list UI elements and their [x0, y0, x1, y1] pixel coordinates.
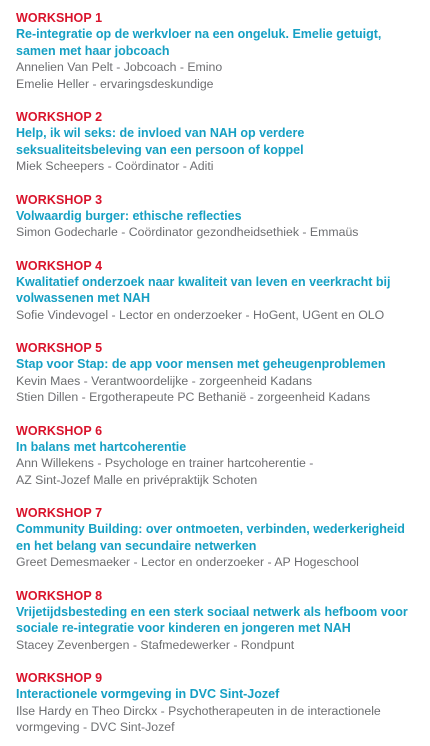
- workshop-speaker-line: Kevin Maes - Verantwoordelijke - zorgeenheid Kadans: [16, 373, 312, 388]
- workshop-speaker-line: Stien Dillen - Ergotherapeute PC Bethanië - zorgeenheid Kadans: [16, 390, 371, 404]
- workshop-label: WORKSHOP 5: [16, 341, 103, 355]
- workshop-speaker-line: Ilse Hardy en Theo Dirckx - Psychotherapeuten in de interactionele: [16, 703, 381, 718]
- workshop-title-line: volwassenen met NAH: [16, 291, 151, 305]
- workshop-title-line: sociale re-integratie voor kinderen en jongeren met NAH: [16, 621, 351, 635]
- workshop-item: [16, 109, 418, 175]
- workshop-title-line: Vrijetijdsbesteding en een sterk sociaal netwerk als hefboom voor: [16, 604, 408, 619]
- workshop-speaker-line: Stacey Zevenbergen - Stafmedewerker - Rondpunt: [16, 637, 295, 652]
- workshop-label: WORKSHOP 4: [16, 258, 103, 273]
- workshop-speaker-line: AZ Sint-Jozef Malle en privépraktijk Schoten: [16, 472, 258, 487]
- workshop-item: [16, 10, 418, 92]
- workshop-title-line: seksualiteitsbeleving van een persoon of koppel: [16, 142, 304, 157]
- workshop-item: [16, 340, 418, 406]
- workshop-label: WORKSHOP 1: [16, 11, 103, 25]
- workshop-title-line: Kwalitatief onderzoek naar kwaliteit van leven en veerkracht bij: [16, 274, 391, 289]
- workshop-title-line: samen met haar jobcoach: [16, 43, 170, 58]
- workshop-title-line: In balans met hartcoherentie: [16, 439, 187, 454]
- workshop-item: [16, 670, 418, 736]
- workshop-label: WORKSHOP 8: [16, 588, 103, 603]
- workshop-label: WORKSHOP 3: [16, 192, 103, 207]
- workshop-label: WORKSHOP 2: [16, 110, 103, 124]
- workshop-label: WORKSHOP 6: [16, 423, 103, 438]
- workshop-item: [16, 505, 418, 571]
- workshop-item: [16, 192, 418, 241]
- workshop-speaker-line: Ann Willekens - Psychologe en trainer hartcoherentie -: [16, 456, 314, 470]
- workshop-title-line: Stap voor Stap: de app voor mensen met geheugenproblemen: [16, 357, 386, 371]
- workshop-speaker-line: Sofie Vindevogel - Lector en onderzoeker - HoGent, UGent en OLO: [16, 307, 385, 322]
- workshop-speaker-line: Miek Scheepers - Coördinator - Aditi: [16, 159, 214, 173]
- workshop-title-line: Help, ik wil seks: de invloed van NAH op verdere: [16, 126, 305, 140]
- workshop-speaker-line: Emelie Heller - ervaringsdeskundige: [16, 76, 214, 91]
- workshop-title-line: Re-integratie op de werkvloer na een ongeluk. Emelie getuigt,: [16, 27, 382, 41]
- workshop-item: [16, 423, 418, 489]
- workshop-label: WORKSHOP 7: [16, 506, 103, 520]
- workshop-title-line: Interactionele vormgeving in DVC Sint-Jozef: [16, 687, 280, 701]
- workshop-title-line: Volwaardig burger: ethische reflecties: [16, 208, 242, 223]
- workshop-speaker-line: Greet Demesmaeker - Lector en onderzoeker - AP Hogeschool: [16, 555, 359, 569]
- workshop-speaker-line: Annelien Van Pelt - Jobcoach - Emino: [16, 60, 223, 74]
- workshop-title-line: Community Building: over ontmoeten, verbinden, wederkerigheid: [16, 522, 405, 536]
- workshop-item: [16, 588, 418, 654]
- workshop-speaker-line: Simon Godecharle - Coördinator gezondheidsethiek - Emmaüs: [16, 225, 359, 239]
- workshop-title-line: en het belang van secundaire netwerken: [16, 538, 257, 553]
- workshop-item: [16, 258, 418, 324]
- workshop-label: WORKSHOP 9: [16, 671, 103, 685]
- workshop-speaker-line: vormgeving - DVC Sint-Jozef: [16, 720, 175, 734]
